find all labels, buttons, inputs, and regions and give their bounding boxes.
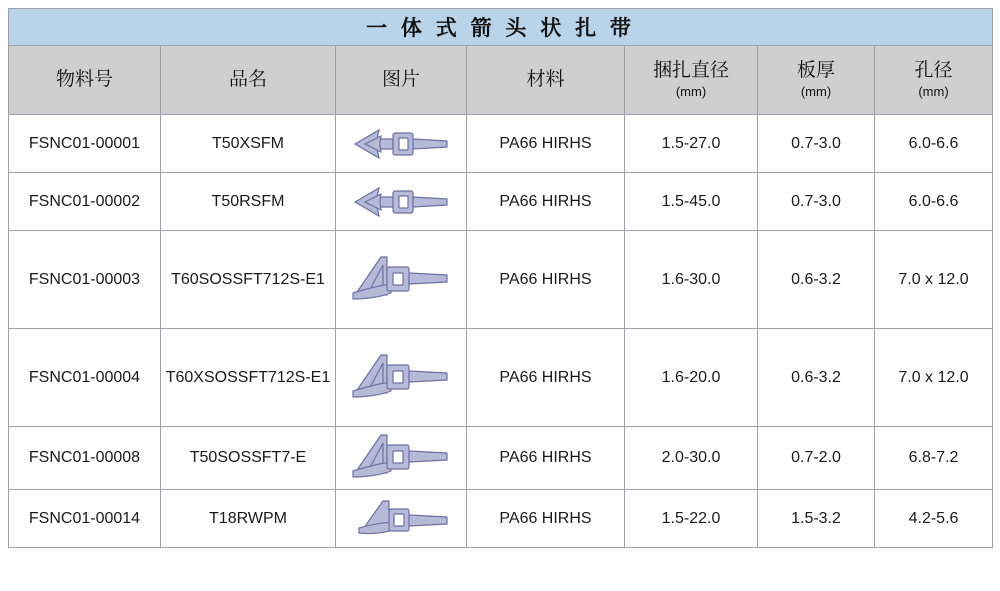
- cell-product-name: [161, 329, 336, 427]
- cell-panel-thickness: [758, 490, 875, 548]
- column-header-image: [336, 46, 467, 115]
- arrow-tie-flat-icon: [349, 123, 453, 165]
- cell-material: [467, 329, 625, 427]
- column-header-name: [161, 46, 336, 115]
- table-header-row: [9, 46, 993, 115]
- cell-product-name-text: T60XSOSSFT712S-E1: [165, 368, 331, 386]
- cell-hole-diameter: [875, 231, 993, 329]
- cell-material-code: [9, 427, 161, 490]
- cell-material-code-text: FSNC01-00003: [28, 270, 141, 288]
- cell-bundle-diameter-text: 2.0-30.0: [661, 449, 721, 467]
- cell-material-code-text: FSNC01-00002: [28, 192, 141, 210]
- column-header-hole-diameter: [875, 46, 993, 115]
- cell-hole-diameter: [875, 115, 993, 173]
- table-body: [9, 115, 993, 548]
- column-header-hole-diameter-label: 孔径: [914, 60, 953, 82]
- cell-product-name-text: T50SOSSFT7-E: [189, 449, 307, 467]
- cell-material: [467, 115, 625, 173]
- cell-product-name-text: T50RSFM: [211, 192, 285, 210]
- cell-product-name: [161, 173, 336, 231]
- cell-hole-diameter-text: 7.0 x 12.0: [898, 368, 969, 386]
- cell-product-name-text: T18RWPM: [209, 509, 287, 527]
- cell-material-code: [9, 173, 161, 231]
- cell-panel-thickness-text: 0.6-3.2: [791, 368, 841, 386]
- cell-panel-thickness: [758, 115, 875, 173]
- cell-product-image: [336, 329, 467, 427]
- cell-product-name: [161, 115, 336, 173]
- cell-bundle-diameter: [625, 231, 758, 329]
- cell-panel-thickness-text: 0.6-3.2: [791, 270, 841, 288]
- table-row: [9, 231, 993, 329]
- cell-material: [467, 173, 625, 231]
- page-title: 一 体 式 箭 头 状 扎 带: [9, 9, 993, 46]
- arrow-tie-winged-icon: [347, 427, 455, 489]
- column-header-code: [9, 46, 161, 115]
- cell-material-code-text: FSNC01-00008: [28, 449, 141, 467]
- column-header-panel-thickness-unit: (mm): [800, 83, 832, 99]
- cell-bundle-diameter-text: 1.6-30.0: [661, 270, 721, 288]
- cell-hole-diameter: [875, 427, 993, 490]
- column-header-material: [467, 46, 625, 115]
- table-row: [9, 427, 993, 490]
- cell-bundle-diameter: [625, 329, 758, 427]
- cell-product-name-text: T60SOSSFT712S-E1: [171, 270, 325, 288]
- arrow-tie-flat-icon: [349, 181, 453, 223]
- cell-material-text: PA66 HIRHS: [499, 368, 592, 386]
- cell-panel-thickness: [758, 173, 875, 231]
- cell-material: [467, 427, 625, 490]
- cell-panel-thickness-text: 1.5-3.2: [791, 509, 841, 527]
- cell-product-image: [336, 115, 467, 173]
- cell-panel-thickness: [758, 231, 875, 329]
- cell-product-image: [336, 173, 467, 231]
- table-row: [9, 173, 993, 231]
- cell-hole-diameter: [875, 173, 993, 231]
- cell-product-name: [161, 490, 336, 548]
- column-header-image-label: 图片: [381, 69, 420, 91]
- cell-material-text: PA66 HIRHS: [499, 270, 592, 288]
- cell-hole-diameter-text: 7.0 x 12.0: [898, 270, 969, 288]
- cell-material-code: [9, 231, 161, 329]
- cell-hole-diameter-text: 6.0-6.6: [908, 192, 959, 210]
- cell-material-code-text: FSNC01-00014: [28, 509, 141, 527]
- cell-material-code: [9, 115, 161, 173]
- column-header-panel-thickness-label: 板厚: [796, 60, 835, 82]
- cell-material: [467, 231, 625, 329]
- column-header-material-label: 材料: [526, 69, 565, 91]
- cell-product-image: [336, 490, 467, 548]
- cell-material-code: [9, 490, 161, 548]
- cell-bundle-diameter: [625, 173, 758, 231]
- cell-panel-thickness-text: 0.7-2.0: [791, 449, 841, 467]
- cell-material-text: PA66 HIRHS: [499, 509, 592, 527]
- arrow-tie-small-icon: [349, 495, 453, 543]
- cell-hole-diameter-text: 4.2-5.6: [908, 509, 959, 527]
- cell-material-code-text: FSNC01-00004: [28, 368, 141, 386]
- table-title-row: [9, 9, 993, 46]
- cell-product-image: [336, 427, 467, 490]
- cell-hole-diameter-text: 6.8-7.2: [908, 449, 959, 467]
- cell-material-code: [9, 329, 161, 427]
- cell-product-image: [336, 231, 467, 329]
- cell-panel-thickness-text: 0.7-3.0: [791, 192, 841, 210]
- cell-bundle-diameter: [625, 490, 758, 548]
- cell-material-code-text: FSNC01-00001: [28, 134, 141, 152]
- column-header-panel-thickness: [758, 46, 875, 115]
- arrow-tie-winged-icon: [347, 347, 455, 409]
- cell-bundle-diameter-text: 1.6-20.0: [661, 368, 721, 386]
- cell-hole-diameter-text: 6.0-6.6: [908, 134, 959, 152]
- cell-material-text: PA66 HIRHS: [499, 134, 592, 152]
- table-row: [9, 490, 993, 548]
- cell-material-text: PA66 HIRHS: [499, 192, 592, 210]
- cell-hole-diameter: [875, 490, 993, 548]
- table-row: [9, 329, 993, 427]
- cell-bundle-diameter-text: 1.5-27.0: [661, 134, 721, 152]
- cell-material: [467, 490, 625, 548]
- cell-panel-thickness: [758, 329, 875, 427]
- cell-product-name: [161, 427, 336, 490]
- column-header-code-label: 物料号: [55, 69, 113, 91]
- cell-bundle-diameter: [625, 115, 758, 173]
- column-header-bundle-diameter-unit: (mm): [675, 83, 707, 99]
- cell-bundle-diameter-text: 1.5-22.0: [661, 509, 721, 527]
- cell-product-name-text: T50XSFM: [211, 134, 284, 152]
- column-header-name-label: 品名: [228, 69, 267, 91]
- cell-panel-thickness-text: 0.7-3.0: [791, 134, 841, 152]
- column-header-bundle-diameter: [625, 46, 758, 115]
- column-header-bundle-diameter-label: 捆扎直径: [652, 60, 729, 82]
- cell-hole-diameter: [875, 329, 993, 427]
- product-spec-table: [8, 8, 993, 548]
- cell-material-text: PA66 HIRHS: [499, 449, 592, 467]
- cell-bundle-diameter-text: 1.5-45.0: [661, 192, 721, 210]
- cell-product-name: [161, 231, 336, 329]
- cell-bundle-diameter: [625, 427, 758, 490]
- table-row: [9, 115, 993, 173]
- arrow-tie-winged-icon: [347, 249, 455, 311]
- cell-panel-thickness: [758, 427, 875, 490]
- column-header-hole-diameter-unit: (mm): [918, 83, 949, 99]
